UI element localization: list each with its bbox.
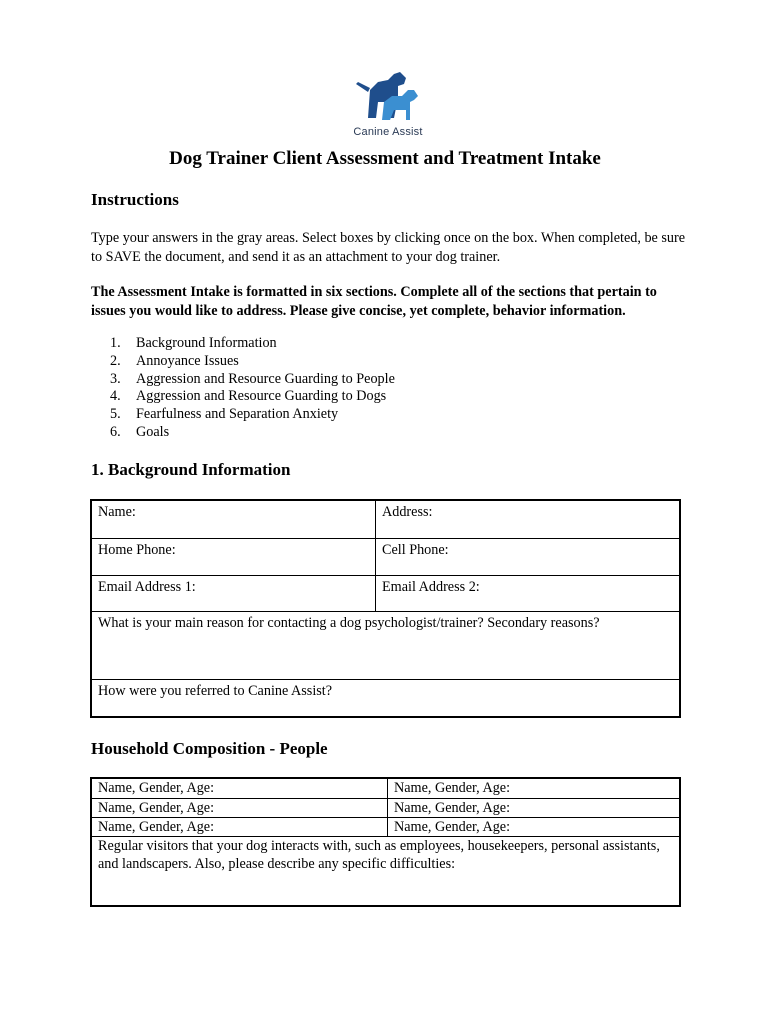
person-label: Name, Gender, Age: [394,780,511,796]
cell-phone-label: Cell Phone: [382,542,449,558]
household-form-table [90,777,681,907]
person-label: Name, Gender, Age: [98,780,215,796]
address-field[interactable] [375,501,679,538]
home-phone-label: Home Phone: [98,542,176,558]
household-heading: Household Composition - People [91,739,328,758]
email2-label: Email Address 2: [382,579,480,595]
person-label: Name, Gender, Age: [98,800,215,816]
person-label: Name, Gender, Age: [98,819,215,835]
email2-field[interactable] [375,575,679,611]
household-person-field[interactable] [92,798,387,817]
person-label: Name, Gender, Age: [394,819,511,835]
list-item: 1. Background Information [110,335,277,351]
list-item: 4. Aggression and Resource Guarding to Dogs [110,388,387,405]
instructions-paragraph: Type your answers in the gray areas. Select boxes by clicking once on the box. When completed, be sure to SAVE the document, and send it as an attachment to your dog trainer. [91,230,686,265]
name-field[interactable] [92,501,375,538]
list-item: 3. Aggression and Resource Guarding to People [110,370,395,387]
household-person-field[interactable] [387,779,679,798]
sections-paragraph: The Assessment Intake is formatted in six sections. Complete all of the sections that pertain to issues you would like to address. Please give concise, yet complete, behavior information. [91,284,657,319]
canine-assist-logo [340,68,436,142]
regular-visitors-field[interactable] [92,836,679,905]
logo-text: Canine Assist [353,126,423,138]
person-label: Name, Gender, Age: [394,800,511,816]
cell-phone-field[interactable] [375,538,679,575]
main-reason-field[interactable] [92,611,679,679]
household-person-field[interactable] [387,817,679,836]
household-person-field[interactable] [92,779,387,798]
sections-list [110,335,395,442]
main-reason-label: What is your main reason for contacting a dog psychologist/trainer? Secondary reasons? [98,615,600,631]
referral-label: How were you referred to Canine Assist? [98,683,333,699]
address-label: Address: [382,504,433,520]
list-item: 2. Annoyance Issues [110,352,239,369]
household-person-field[interactable] [92,817,387,836]
email1-label: Email Address 1: [98,579,196,595]
home-phone-field[interactable] [92,538,375,575]
household-person-field[interactable] [387,798,679,817]
background-form-table [90,499,681,718]
dogs-logo-icon [348,68,428,124]
instructions-heading: Instructions [91,190,179,209]
list-item: 6. Goals [110,423,170,440]
regular-visitors-label: Regular visitors that your dog interacts with, such as employees, housekeepers, personal assistants, and landscapers. Also, please describe any specific difficulties: [98,838,660,872]
name-label: Name: [98,504,136,520]
list-item: 5. Fearfulness and Separation Anxiety [110,406,339,423]
email1-field[interactable] [92,575,375,611]
page-title: Dog Trainer Client Assessment and Treatment Intake [169,148,601,169]
referral-field[interactable] [92,679,679,716]
background-heading: 1. Background Information [91,460,291,479]
